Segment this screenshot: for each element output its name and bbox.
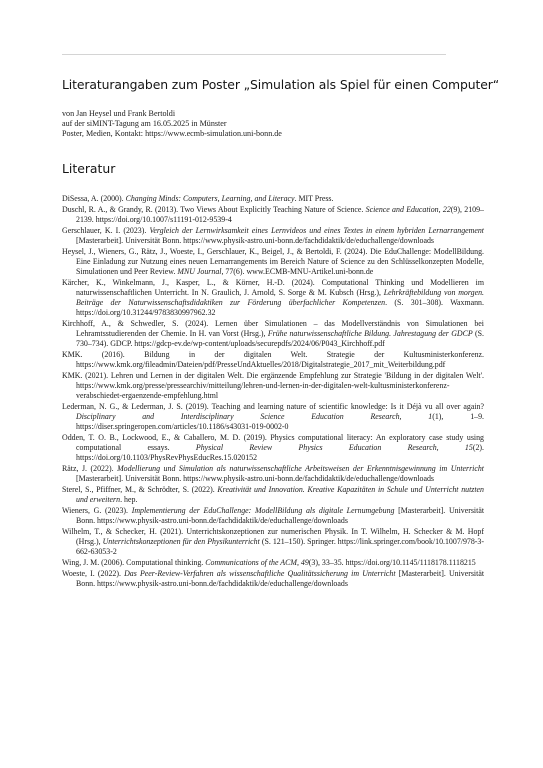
reference-item: [62, 319, 484, 349]
section-heading: Literatur: [62, 161, 116, 176]
ref-italic: Unterrichtskonzeptionen für den Physikunterricht: [102, 536, 260, 546]
ref-italic: Vergleich der Lernwirksamkeit eines Lernvideos und eines Textes in einem hybriden Lernarrangement: [149, 225, 484, 235]
ref-text: Lederman, N. G., & Lederman, J. S. (2019). Teaching and learning nature of scientific knowledge: Is it Déjà vu all over again?: [62, 401, 484, 411]
ref-text: DiSessa, A. (2000).: [62, 194, 126, 203]
contact-line: Poster, Medien, Kontakt: https://www.ecmb-simulation.uni-bonn.de: [62, 129, 282, 138]
ref-text: (2). https://doi.org/10.1103/PhysRevPhysEducRes.15.020152: [76, 443, 484, 463]
reference-item: [62, 527, 484, 557]
header-rule: [62, 54, 446, 55]
reference-item: [62, 569, 484, 589]
ref-text: Woeste, I. (2022).: [62, 568, 125, 578]
ref-text: Wing, J. M. (2006). Computational thinking.: [62, 557, 206, 567]
ref-italic: MNU Journal: [177, 266, 222, 276]
ref-text: Heysel, J., Wieners, G., Rätz, J., Woeste, I., Gerschlauer, K., Beigel, J., & Bertoldi, F. (2024). Die EduChallenge: ModellBildung. Eine Einladung zur Nutzung eines neuen Lernarrangements im Bereich Nature of Science zu den Schlüsselkonzepten Modelle, Simulationen und Peer Review.: [62, 246, 484, 276]
reference-item: [62, 433, 484, 463]
ref-text: . MIT Press.: [294, 194, 334, 203]
ref-text: Kärcher, K., Winkelmann, J., Kasper, L., & Körner, H.-D. (2024). Computational Thinking und Modellieren im naturwissenschaftlichen Unterricht. In N. Graulich, J. Arnold, S. Sorge & M. Kubsch (Hrsg.),: [62, 277, 484, 297]
ref-text: Rätz, J. (2022).: [62, 464, 118, 473]
authors-line: von Jan Heysel und Frank Bertoldi: [62, 109, 176, 118]
reference-item: [62, 558, 484, 568]
ref-text: (3), 33–35. https://doi.org/10.1145/1118178.1118215: [308, 557, 476, 567]
ref-text: Gerschlauer, K. I. (2023).: [62, 225, 150, 235]
ref-text: KMK. (2016). Bildung in der digitalen Welt. Strategie der Kultusministerkonferenz. https://www.kmk.org/fileadmin/Dateien/pdf/PresseUndAktuelles/2018/Digitalstrategie_2017_mit_Weiterbildung.pdf: [62, 349, 484, 370]
ref-italic: Frühe naturwissenschaftliche Bildung. Jahrestagung der GDCP: [267, 329, 473, 338]
ref-text: Sterel, S., Pfiffner, M., & Schrödter, S. (2022).: [62, 484, 218, 494]
reference-item: [62, 350, 484, 370]
reference-item: [62, 194, 484, 204]
ref-italic: Implementierung der EduChallenge: ModellBildung als digitale Lernumgebung: [131, 505, 395, 515]
ref-italic: Physical Review Physics Education Research, 15: [195, 443, 473, 453]
ref-text: Odden, T. O. B., Lockwood, E., & Caballero, M. D. (2019). Physics computational literacy: An exploratory case study using computational essays.: [62, 432, 484, 453]
reference-item: [62, 485, 484, 505]
reference-item: [62, 226, 484, 246]
ref-text: . (S. 301–308). Waxmann. https://doi.org/10.31244/9783830997962.32: [76, 297, 484, 318]
ref-text: Kirchhoff, A., & Schwedler, S. (2024). Lernen über Simulationen – das Modellverständnis von Simulationen bei Lehramtsstudierenden der Chemie. In H. van Vorst (Hrsg.),: [62, 318, 484, 338]
ref-italic: Lehrkräftebildung von morgen. Beiträge der Naturwissenschaftsdidaktiken zur Förderung überfachlicher Kompetenzen: [76, 287, 484, 307]
ref-italic: Modellierung und Simulation als naturwissenschaftliche Arbeitsweisen der Erkenntnisgewinnung im Unterricht: [117, 464, 485, 473]
ref-text: [Masterarbeit]. Universität Bonn. https://www.physik-astro.uni-bonn.de/fachdidaktik/de/educhallenge/downloads: [76, 568, 485, 588]
reference-item: [62, 402, 484, 432]
ref-text: KMK. (2021). Lehren und Lernen in der digitalen Welt. Die ergänzende Empfehlung zur Strategie 'Bildung in der digitalen Welt'. https://www.kmk.org/presse/pressearchiv/mitteilung/lehren-und-lernen-in-der-digitalen-welt-kultusministerkonferenz-verabschiedet-ergaenzende-empfehlung.html: [62, 370, 484, 401]
ref-italic: Disciplinary and Interdisciplinary Science Education Research, 1: [76, 412, 433, 422]
reference-item: [62, 247, 484, 277]
ref-text: . hep.: [120, 495, 138, 505]
ref-text: , 77(6). www.ECMB-MNU-Artikel.uni-bonn.de: [221, 266, 374, 276]
ref-text: [Masterarbeit]. Universität Bonn. https://www.physik-astro.uni-bonn.de/fachdidaktik/de/educhallenge/downloads: [76, 474, 434, 484]
reference-item: [62, 278, 484, 319]
ref-italic: Communications of the ACM, 49: [205, 557, 309, 567]
ref-text: Wilhelm, T., & Schecker, H. (2021). Unterrichtskonzeptionen zur numerischen Physik. In T. Wilhelm, H. Schecker & M. Hopf (Hrsg.),: [62, 526, 484, 546]
ref-italic: Kreativität und Innovation. Kreative Kapazitäten in Schule und Unterricht nutzten und erweitern: [76, 484, 484, 505]
document-title: Literaturangaben zum Poster „Simulation als Spiel für einen Computer“: [62, 77, 500, 92]
ref-text: Duschl, R. A., & Grandy, R. (2013). Two Views About Explicitly Teaching Nature of Science.: [62, 204, 366, 214]
poster-meta: [62, 109, 492, 139]
ref-text: (1), 1–9. https://diser.springeropen.com/articles/10.1186/s43031-019-0002-0: [76, 412, 484, 432]
reference-item: [62, 205, 484, 225]
ref-text: [Masterarbeit]. Universität Bonn. https://www.physik-astro.uni-bonn.de/fachdidaktik/de/educhallenge/downloads: [76, 235, 434, 245]
reference-list: [62, 194, 484, 589]
ref-text: (9), 2109–2139. https://doi.org/10.1007/s11191-012-9539-4: [76, 204, 484, 224]
ref-text: Wieners, G. (2023).: [62, 505, 132, 515]
reference-item: [62, 506, 484, 526]
ref-text: (S. 121–150). Springer. https://link.springer.com/book/10.1007/978-3-662-63053-2: [76, 536, 484, 557]
ref-text: (S. 730–734). GDCP. https://gdcp-ev.de/wp-content/uploads/securepdfs/2024/06/P043_Kirchhoff.pdf: [76, 329, 484, 349]
ref-italic: Changing Minds: Computers, Learning, and Literacy: [125, 194, 295, 203]
ref-italic: Science and Education, 22: [365, 204, 451, 214]
reference-item: [62, 371, 484, 401]
ref-text: [Masterarbeit]. Universität Bonn. https://www.physik-astro.uni-bonn.de/fachdidaktik/de/educhallenge/downloads: [76, 505, 485, 525]
event-line: auf der siMINT-Tagung am 16.05.2025 in Münster: [62, 119, 227, 128]
ref-italic: Das Peer-Review-Verfahren als wissenschaftliche Qualitätssicherung im Unterricht: [124, 568, 396, 578]
reference-item: [62, 464, 484, 484]
